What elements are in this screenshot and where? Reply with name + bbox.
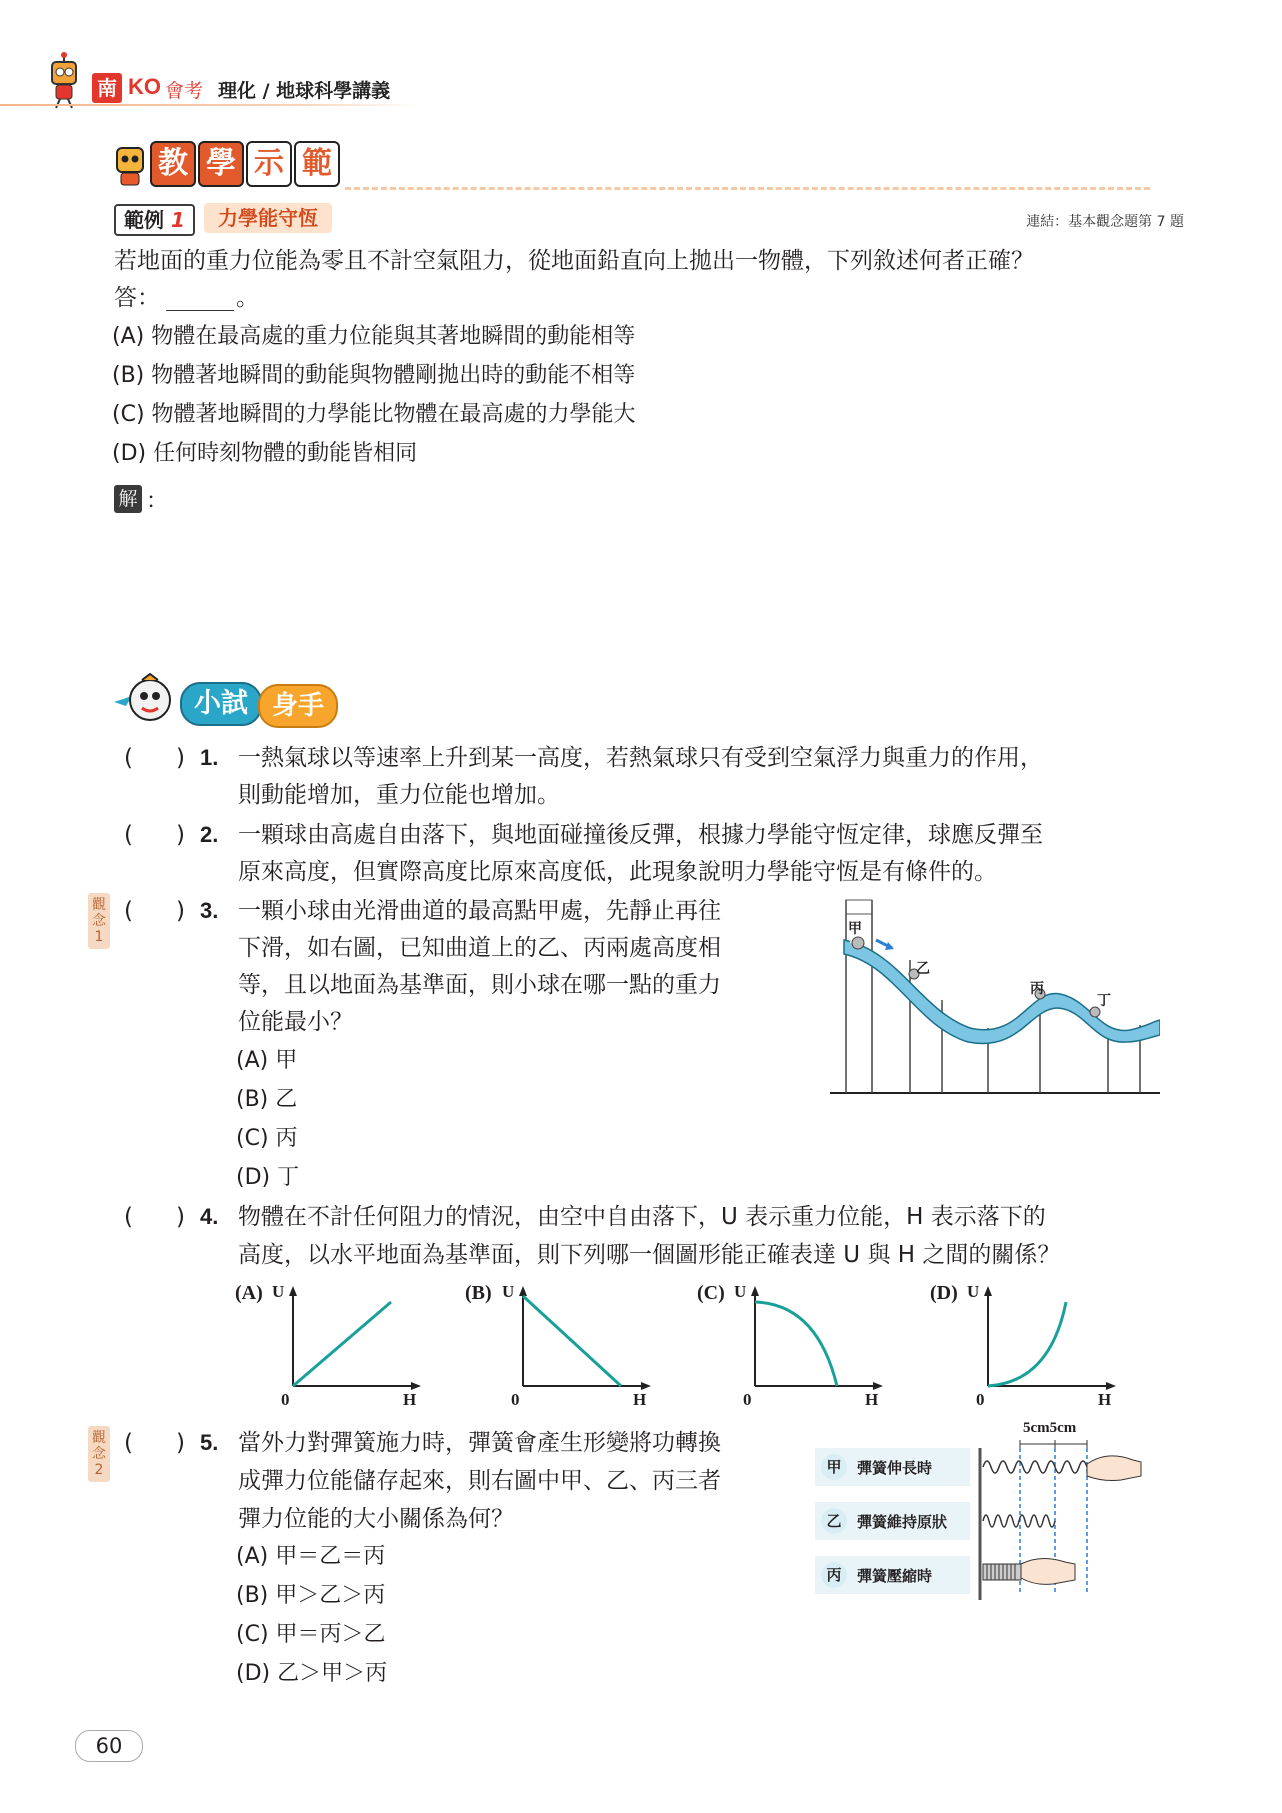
header-divider	[0, 104, 420, 106]
banner-char-3: 示	[246, 141, 292, 187]
q3-option-a: (A) 甲	[236, 1048, 298, 1073]
q5-concept-tag: 觀念2	[88, 1426, 110, 1482]
q3-point-jia: 甲	[848, 921, 862, 937]
q4-answer-close[interactable]: )	[176, 1204, 185, 1230]
banner-divider	[345, 187, 1150, 190]
q4-graph-b-label: (B)	[465, 1282, 492, 1304]
example-option-d: (D) 任何時刻物體的動能皆相同	[112, 441, 418, 466]
q3-option-b: (B) 乙	[236, 1087, 298, 1112]
q3-track-diagram	[830, 890, 1160, 1100]
solution-label: 解	[114, 485, 142, 513]
q3-point-bing: 丙	[1030, 981, 1044, 997]
brand-icon: 南	[92, 73, 122, 103]
q4-graph-d-xlabel: H	[1098, 1390, 1112, 1409]
q1-number: 1.	[200, 745, 219, 770]
q4-graph-b-ylabel: U	[502, 1282, 515, 1301]
example-number: 1	[170, 208, 185, 232]
q5-option-c: (C) 甲＝丙＞乙	[236, 1622, 386, 1647]
example-option-a: (A) 物體在最高處的重力位能與其著地瞬間的動能相等	[112, 324, 636, 349]
q5-line-2: 成彈力位能儲存起來，則右圖中甲、乙、丙三者	[238, 1468, 721, 1494]
solution-colon: ：	[146, 489, 169, 514]
q3-answer-close[interactable]: )	[176, 898, 185, 924]
q3-line-1: 一顆小球由光滑曲道的最高點甲處，先靜止再往	[238, 898, 721, 924]
q4-graph-b-xlabel: H	[633, 1390, 647, 1409]
q4-answer-open[interactable]: (	[124, 1204, 133, 1230]
q4-graph-a-ylabel: U	[272, 1282, 285, 1301]
q3-number: 3.	[200, 898, 219, 923]
brand-ko: KO	[128, 74, 161, 99]
q3-concept-tag: 觀念1	[88, 893, 110, 949]
q4-graph-a-origin: 0	[281, 1390, 290, 1409]
answer-blank[interactable]	[166, 310, 234, 311]
mascot-logo-icon	[40, 52, 88, 110]
example-label-text: 範例	[124, 208, 164, 232]
q2-number: 2.	[200, 822, 219, 847]
practice-mascot-icon	[112, 672, 176, 728]
q4-graph-a	[235, 1282, 425, 1412]
q4-graph-c	[697, 1282, 887, 1412]
answer-prefix: 答：	[114, 285, 160, 311]
spring-2-mark: 乙	[821, 1508, 847, 1534]
banner-robot-icon	[112, 142, 148, 188]
example-link: 連結：基本觀念題第 7 題	[1026, 214, 1184, 230]
spring-1-text: 彈簧伸長時	[857, 1459, 933, 1477]
q3-line-4: 位能最小？	[238, 1009, 353, 1035]
q4-graph-c-xlabel: H	[865, 1390, 879, 1409]
q5-option-a: (A) 甲＝乙＝丙	[236, 1544, 386, 1569]
q4-number: 4.	[200, 1204, 219, 1229]
q3-point-ding: 丁	[1097, 993, 1111, 1009]
q4-line-2: 高度，以水平地面為基準面，則下列哪一個圖形能正確表達 U 與 H 之間的關係？	[238, 1242, 1061, 1268]
q4-graph-a-label: (A)	[235, 1282, 263, 1304]
q4-graph-b	[465, 1282, 655, 1412]
banner-char-4: 範	[294, 141, 340, 187]
q3-line-2: 下滑，如右圖，已知曲道上的乙、丙兩處高度相	[238, 935, 721, 961]
q5-option-b: (B) 甲＞乙＞丙	[236, 1583, 386, 1608]
q4-graph-d-ylabel: U	[967, 1282, 980, 1301]
q5-line-3: 彈力位能的大小關係為何？	[238, 1506, 514, 1532]
q4-graph-d-label: (D)	[930, 1282, 958, 1304]
q3-option-c: (C) 丙	[236, 1126, 298, 1151]
q4-graph-d-origin: 0	[976, 1390, 985, 1409]
q1-line-2: 則動能增加，重力位能也增加。	[238, 782, 560, 808]
q5-number: 5.	[200, 1430, 219, 1455]
q4-line-1: 物體在不計任何阻力的情況，由空中自由落下，U 表示重力位能，H 表示落下的	[238, 1204, 1046, 1230]
example-title: 力學能守恆	[204, 203, 332, 233]
subject-title: 理化 / 地球科學講義	[218, 80, 391, 102]
brand-name: 會考	[165, 80, 204, 102]
q1-answer-close[interactable]: )	[176, 745, 185, 771]
example-option-c: (C) 物體著地瞬間的力學能比物體在最高處的力學能大	[112, 402, 636, 427]
q3-option-d: (D) 丁	[236, 1165, 300, 1190]
banner-char-1: 教	[150, 141, 196, 187]
q5-spring-diagram	[815, 1420, 1160, 1600]
q4-graph-c-label: (C)	[697, 1282, 725, 1304]
example-question: 若地面的重力位能為零且不計空氣阻力，從地面鉛直向上拋出一物體，下列敘述何者正確？	[114, 248, 1034, 274]
q4-graph-d	[930, 1282, 1120, 1412]
spring-2-text: 彈簧維持原狀	[857, 1513, 948, 1531]
q5-answer-open[interactable]: (	[124, 1430, 133, 1456]
q5-line-1: 當外力對彈簧施力時，彈簧會產生形變將功轉換	[238, 1430, 721, 1456]
q1-answer-open[interactable]: (	[124, 745, 133, 771]
q5-option-d: (D) 乙＞甲＞丙	[236, 1661, 388, 1686]
answer-suffix: 。	[236, 285, 259, 311]
q4-graph-a-xlabel: H	[403, 1390, 417, 1409]
example-option-b: (B) 物體著地瞬間的動能與物體剛拋出時的動能不相等	[112, 363, 636, 388]
q2-line-1: 一顆球由高處自由落下，與地面碰撞後反彈，根據力學能守恆定律，球應反彈至	[238, 822, 1043, 848]
example-label	[114, 204, 195, 236]
q2-answer-close[interactable]: )	[176, 822, 185, 848]
q1-line-1: 一熱氣球以等速率上升到某一高度，若熱氣球只有受到空氣浮力與重力的作用，	[238, 745, 1043, 771]
spring-3-mark: 丙	[821, 1562, 847, 1588]
q2-answer-open[interactable]: (	[124, 822, 133, 848]
practice-title-b: 身手	[258, 684, 338, 728]
q4-graph-b-origin: 0	[511, 1390, 520, 1409]
page-number: 60	[75, 1730, 143, 1762]
banner-char-2: 學	[198, 141, 244, 187]
spring-3-text: 彈簧壓縮時	[857, 1567, 933, 1585]
q4-graph-c-origin: 0	[743, 1390, 752, 1409]
q3-point-yi: 乙	[916, 961, 930, 977]
q3-line-3: 等，且以地面為基準面，則小球在哪一點的重力	[238, 972, 721, 998]
practice-title-a: 小試	[180, 682, 262, 726]
spring-1-mark: 甲	[821, 1454, 847, 1480]
q4-graph-c-ylabel: U	[734, 1282, 747, 1301]
q5-answer-close[interactable]: )	[176, 1430, 185, 1456]
q3-answer-open[interactable]: (	[124, 898, 133, 924]
q5-scale-label: 5cm5cm	[1023, 1420, 1077, 1436]
q2-line-2: 原來高度，但實際高度比原來高度低，此現象說明力學能守恆是有條件的。	[238, 859, 997, 885]
